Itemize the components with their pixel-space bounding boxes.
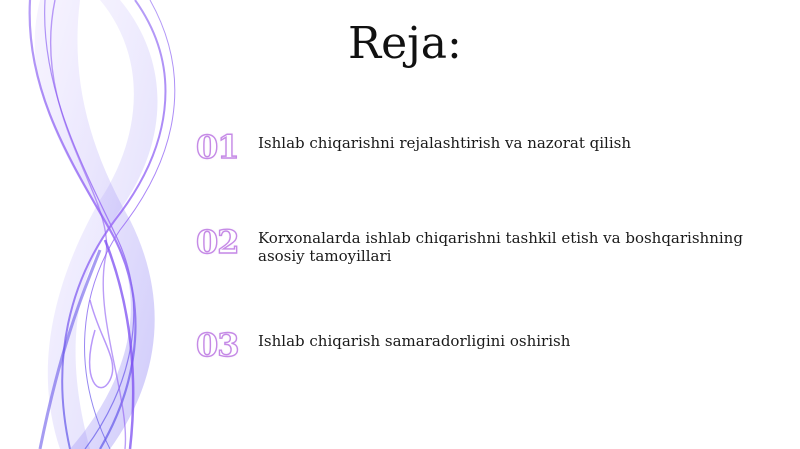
decorative-ribbon [0,0,200,449]
plan-item-2 [196,223,766,265]
item-number: 03 [196,326,239,364]
item-number: 01 [196,128,239,166]
plan-item-1 [196,128,766,166]
slide-title: Reja: [348,18,462,69]
item-text: Korxonalarda ishlab chiqarishni tashkil etish va boshqarishning asosiy tamoyillari [258,229,743,265]
item-number: 02 [196,223,239,261]
item-text: Ishlab chiqarish samaradorligini oshirish [258,332,571,350]
item-text: Ishlab chiqarishni rejalashtirish va nazorat qilish [258,134,631,152]
plan-item-3 [196,326,766,364]
